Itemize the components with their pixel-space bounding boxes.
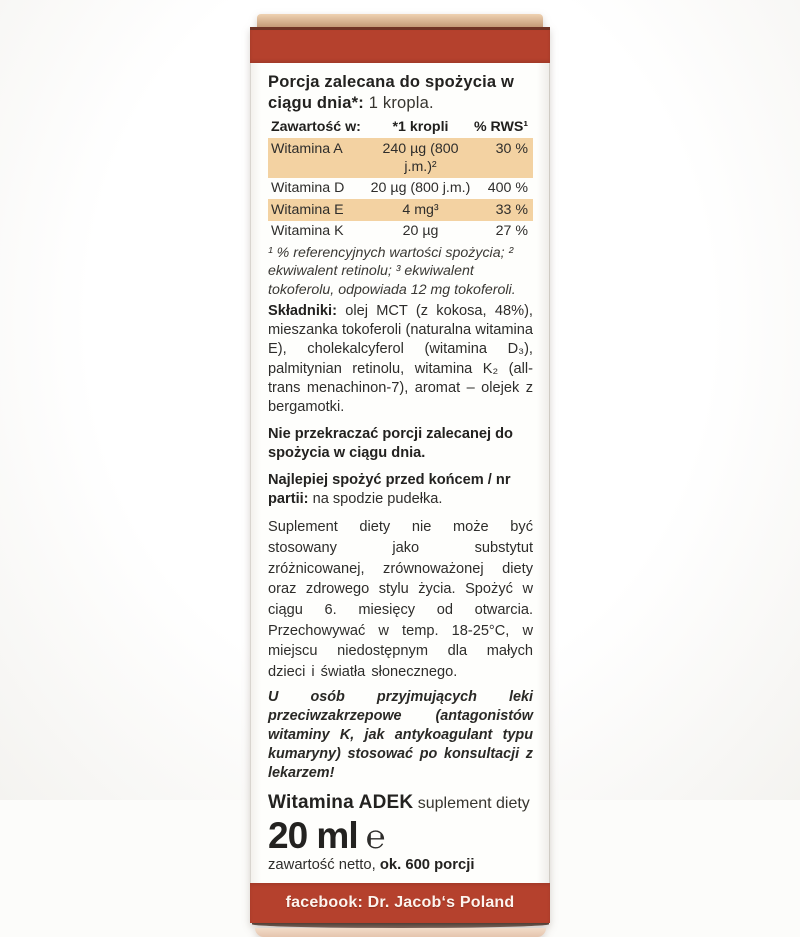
ingredients-text: olej MCT (z kokosa, 48%), mieszanka tokoferoli (naturalna witamina E), cholekalcyferol (witamina D₃), palmitynian retinolu, witamina K₂ (all-trans menachinon-7), aromat – olejek z bergamotki. [268, 302, 533, 416]
net-content-prefix: zawartość netto, [268, 856, 380, 873]
estimated-sign-icon: ℮ [365, 817, 386, 855]
vitamin-rws: 33 % [495, 201, 528, 218]
net-content-line [268, 856, 533, 875]
box-top-flap [257, 14, 543, 27]
ingredients-paragraph [268, 302, 533, 418]
vitamin-rws: 30 % [495, 140, 528, 157]
serving-heading-bold: Porcja zalecana do spożycia w ciągu dnia*: [268, 73, 515, 112]
col-header-content: Zawartość w: [271, 119, 361, 136]
col-header-serving: *1 kropli [392, 119, 449, 136]
col-header-rws: % RWS¹ [474, 119, 529, 136]
best-before-note [268, 471, 533, 509]
vitamin-rws: 400 % [487, 180, 528, 197]
best-before-label: Najlepiej spożyć przed końcem / nr partii: [268, 472, 511, 508]
supplement-box [250, 14, 550, 937]
daily-dose-warning: Nie przekraczać porcji zalecanej do spożycia w ciągu dnia. [268, 426, 513, 462]
vitamin-name: Witamina E [271, 201, 344, 218]
nutrition-table [268, 117, 533, 243]
table-row [268, 221, 533, 242]
product-name-line [268, 791, 533, 816]
ingredients-label: Składniki: [268, 302, 337, 319]
vitamin-amount: 20 µg [402, 223, 439, 240]
product-name: Witamina ADEK [268, 792, 414, 813]
box-bottom-flap [255, 928, 546, 937]
vitamin-name: Witamina D [271, 180, 345, 197]
vitamin-rws: 27 % [495, 223, 528, 240]
box-bottom-red-band [250, 883, 550, 923]
nutrition-table-header [268, 117, 533, 138]
storage-paragraph: Suplement diety nie może być stosowany jako substytut zróżnicowanej, zrównoważonej diety oraz zdrowego stylu życia. Spożyć w ciągu 6. miesięcy od otwarcia. Przechowywać w temp. 18-25°C, w miejscu niedostępnym dla małych dzieci i światła słonecznego. [268, 519, 533, 681]
facebook-text: facebook: Dr. Jacob‘s Poland [285, 893, 515, 911]
vitamin-name: Witamina K [271, 223, 344, 240]
anticoagulant-warning: U osób przyjmujących leki przeciwzakrzepowe (antagonistów witaminy K, jak antykoagulant typu kumaryny) stosować po konsultacji z lekarzem! [268, 688, 533, 781]
vitamin-amount: 4 mg³ [402, 201, 439, 218]
volume-line [268, 814, 533, 856]
table-row [268, 199, 533, 220]
best-before-text: na spodzie pudełka. [308, 491, 443, 508]
label-panel [250, 63, 550, 883]
product-type: suplement diety [413, 795, 530, 812]
serving-heading-value: 1 kropla. [368, 93, 434, 112]
net-content-portions: ok. 600 porcji [379, 856, 475, 873]
net-volume: 20 ml [268, 814, 358, 856]
vitamin-amount: 20 µg (800 j.m.) [370, 180, 471, 197]
table-row [268, 178, 533, 199]
table-row [268, 138, 533, 178]
table-footnotes: ¹ % referencyjnych wartości spożycia; ² ekwiwalent retinolu; ³ ekwiwalent tokoferolu, odpowiada 12 mg tokoferoli. [268, 245, 516, 298]
serving-heading [268, 72, 533, 114]
vitamin-amount: 240 µg (800 j.m.)² [382, 140, 459, 175]
vitamin-name: Witamina A [271, 140, 343, 157]
box-top-red-band [250, 27, 550, 63]
